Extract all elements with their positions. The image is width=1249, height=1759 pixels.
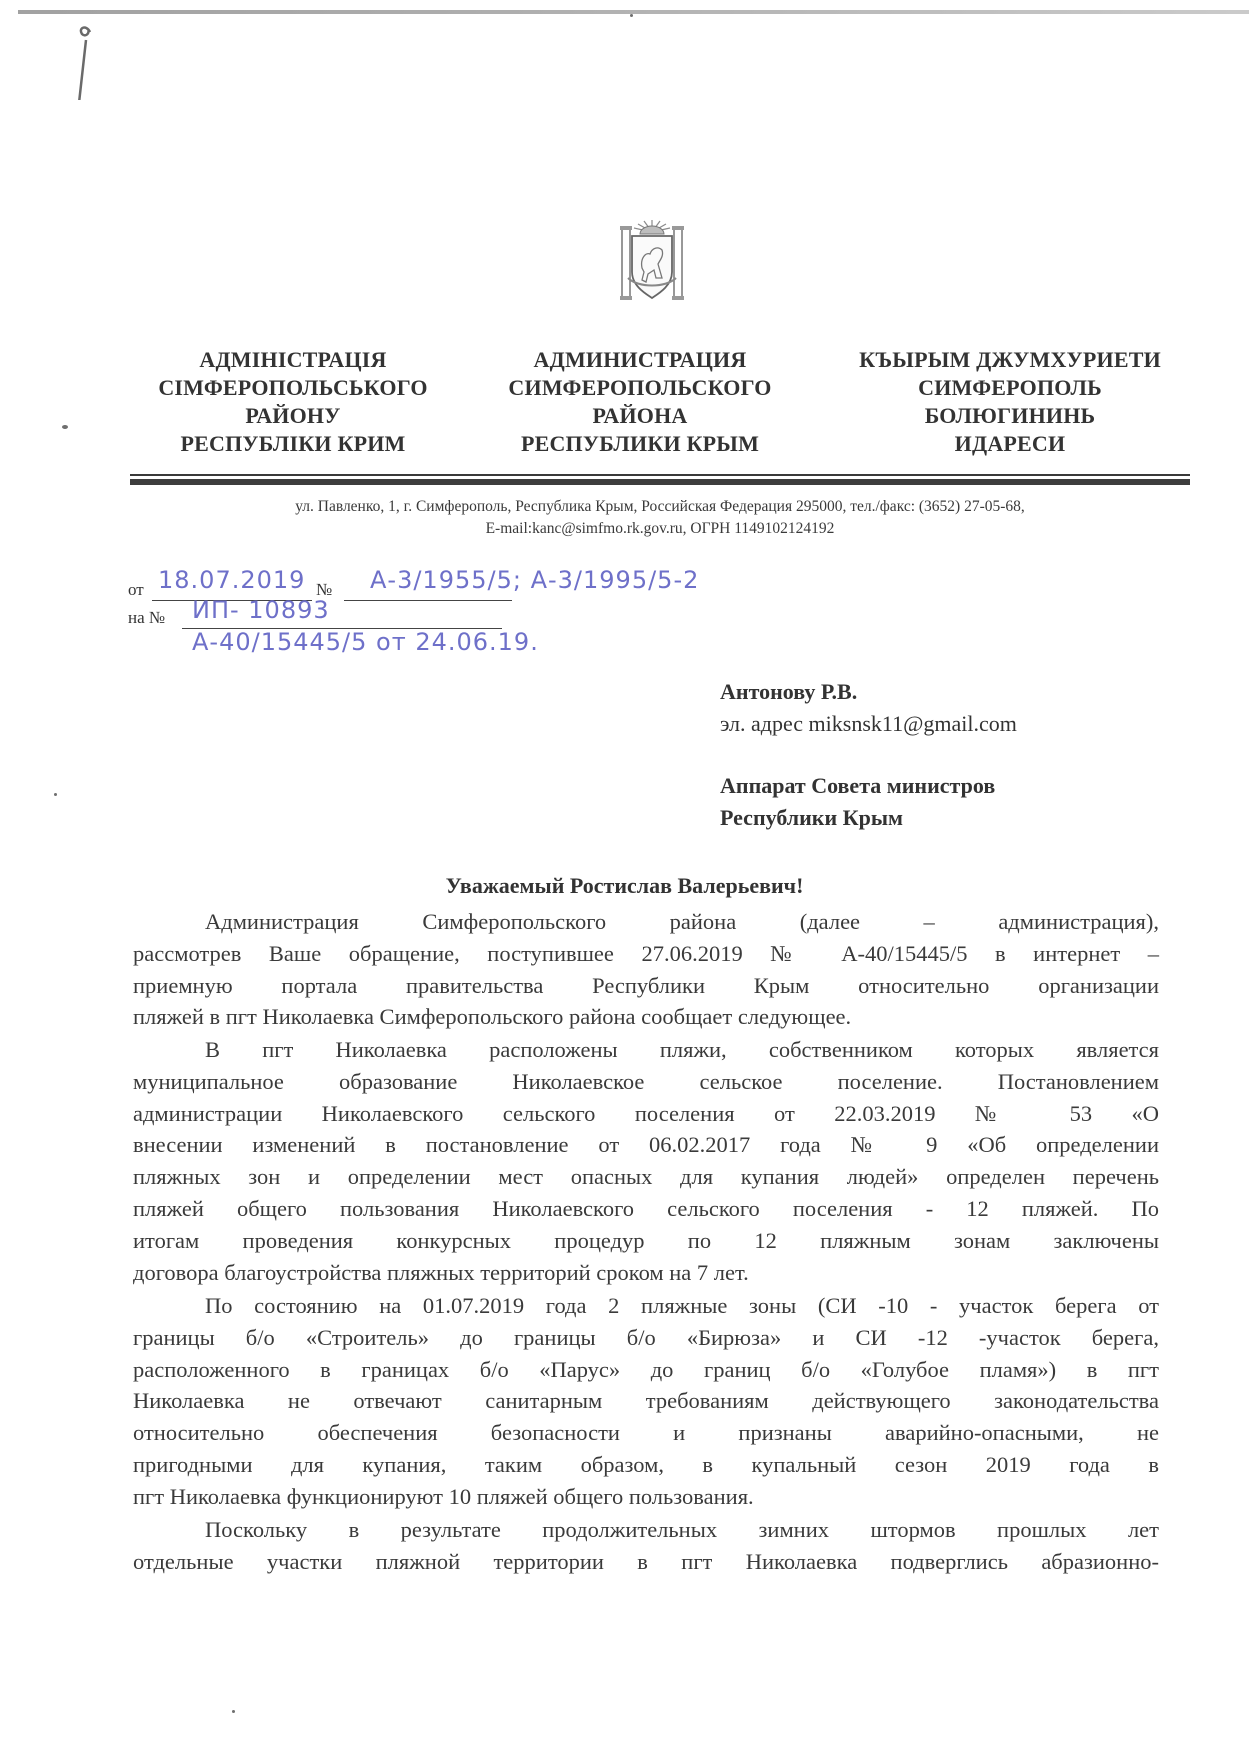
in-reply-label: на № xyxy=(128,608,166,627)
header-ukrainian-name xyxy=(148,346,438,458)
recipient-org-line: Аппарат Совета министров xyxy=(720,773,996,798)
body-line: относительно обеспечения безопасности и признаны аварийно-опасными, не xyxy=(133,1420,1159,1446)
header-line: АДМІНІСТРАЦІЯ xyxy=(199,347,387,372)
scan-speck xyxy=(232,1710,235,1713)
body-line: муниципальное образование Николаевское сельское поселение. Постановлением xyxy=(133,1068,1159,1094)
handwritten-corner-mark-icon xyxy=(60,20,100,100)
header-line: РАЙОНА xyxy=(592,403,688,428)
body-line: пляжей общего пользования Николаевского сельского поселения - 12 пляжей. По xyxy=(133,1195,1159,1221)
header-line: СИМФЕРОПОЛЬ xyxy=(918,375,1102,400)
header-line: АДМИНИСТРАЦИЯ xyxy=(533,347,747,372)
body-line: расположенного в границах б/о «Парус» до границ б/о «Голубое пламя») в пгт xyxy=(133,1356,1159,1382)
body-paragraph-2 xyxy=(133,1034,1159,1288)
body-line: приемную портала правительства Республики Крым относительно организации xyxy=(133,972,1159,998)
handwritten-date: 18.07.2019 xyxy=(158,566,306,594)
letterhead-divider-thick xyxy=(130,479,1190,485)
handwritten-reply-extra: А-40/15445/5 от 24.06.19. xyxy=(192,628,539,656)
header-line: БОЛЮГИНИНЬ xyxy=(924,403,1096,428)
recipient-email: эл. адрес miksnsk11@gmail.com xyxy=(720,711,1017,736)
body-paragraph-4 xyxy=(133,1514,1159,1578)
body-line: Поскольку в результате продолжительных зимних штормов прошлых лет xyxy=(205,1517,1159,1542)
header-line: РАЙОНУ xyxy=(245,403,341,428)
crimea-coat-of-arms-icon xyxy=(618,218,686,306)
from-label: от xyxy=(128,580,144,599)
recipient-name: Антонову Р.В. xyxy=(720,679,858,704)
recipient-person xyxy=(720,676,1017,740)
scan-edge-line xyxy=(18,10,1249,14)
scan-speck xyxy=(62,425,68,429)
body-paragraph-3 xyxy=(133,1290,1159,1513)
body-line: пляжей в пгт Николаевка Симферопольского района сообщает следующее. xyxy=(133,1004,852,1030)
header-line: РЕСПУБЛІКИ КРИМ xyxy=(180,431,406,456)
body-line: пригодными для купания, таким образом, в купальный сезон 2019 года в xyxy=(133,1451,1159,1477)
body-line: рассмотрев Ваше обращение, поступившее 27.06.2019 № А-40/15445/5 в интернет – xyxy=(133,940,1159,966)
letterhead-address xyxy=(120,496,1200,540)
body-line: Администрация Симферопольского района (далее – администрация), xyxy=(205,909,1159,934)
body-line: В пгт Николаевка расположены пляжи, собственником которых является xyxy=(205,1037,1159,1062)
letterhead-divider-thin xyxy=(130,474,1190,476)
body-line: По состоянию на 01.07.2019 года 2 пляжные зоны (СИ -10 - участок берега от xyxy=(205,1293,1159,1318)
number-label: № xyxy=(316,580,333,599)
header-line: РЕСПУБЛИКИ КРЫМ xyxy=(520,431,760,456)
address-line: ул. Павленко, 1, г. Симферополь, Республика Крым, Российская Федерация 295000, тел./факс: (3652) 27-05-68, xyxy=(295,498,1025,515)
header-russian-name xyxy=(490,346,790,458)
number-underline xyxy=(344,600,512,601)
recipient-organization xyxy=(720,770,995,834)
body-paragraph-1 xyxy=(133,906,1159,1033)
body-line: администрации Николаевского сельского поселения от 22.03.2019 № 53 «О xyxy=(133,1100,1159,1126)
header-line: КЪЫРЫМ ДЖУМХУРИЕТИ xyxy=(859,347,1161,372)
contact-line: E-mail:kanc@simfmo.rk.gov.ru, ОГРН 1149102124192 xyxy=(485,520,835,537)
body-line: Николаевка не отвечают санитарным требованиям действующего законодательства xyxy=(133,1388,1159,1414)
salutation: Уважаемый Ростислав Валерьевич! xyxy=(445,873,804,898)
header-crimean-tatar-name xyxy=(835,346,1185,458)
body-line: отдельные участки пляжной территории в пгт Николаевка подверглись абразионно- xyxy=(133,1548,1159,1574)
body-line: пгт Николаевка функционируют 10 пляжей общего пользования. xyxy=(133,1483,754,1509)
header-line: СІМФЕРОПОЛЬСЬКОГО xyxy=(158,375,428,400)
body-line: границы б/о «Строитель» до границы б/о «Бирюза» и СИ -12 -участок берега, xyxy=(133,1324,1159,1350)
handwritten-outgoing-numbers: А-3/1955/5; А-3/1995/5-2 xyxy=(370,566,700,594)
scan-speck xyxy=(54,793,57,796)
body-line: пляжных зон и определении мест опасных для купания людей» определен перечень xyxy=(133,1164,1159,1190)
body-line: итогам проведения конкурсных процедур по 12 пляжным зонам заключены xyxy=(133,1227,1159,1253)
body-line: договора благоустройства пляжных территорий сроком на 7 лет. xyxy=(133,1259,749,1285)
scan-speck xyxy=(630,14,633,17)
body-line: внесении изменений в постановление от 06.02.2017 года № 9 «Об определении xyxy=(133,1132,1159,1158)
handwritten-reply-number: ИП- 10893 xyxy=(192,596,330,624)
header-line: ИДАРЕСИ xyxy=(954,431,1066,456)
recipient-org-line: Республики Крым xyxy=(720,805,904,830)
header-line: СИМФЕРОПОЛЬСКОГО xyxy=(508,375,772,400)
